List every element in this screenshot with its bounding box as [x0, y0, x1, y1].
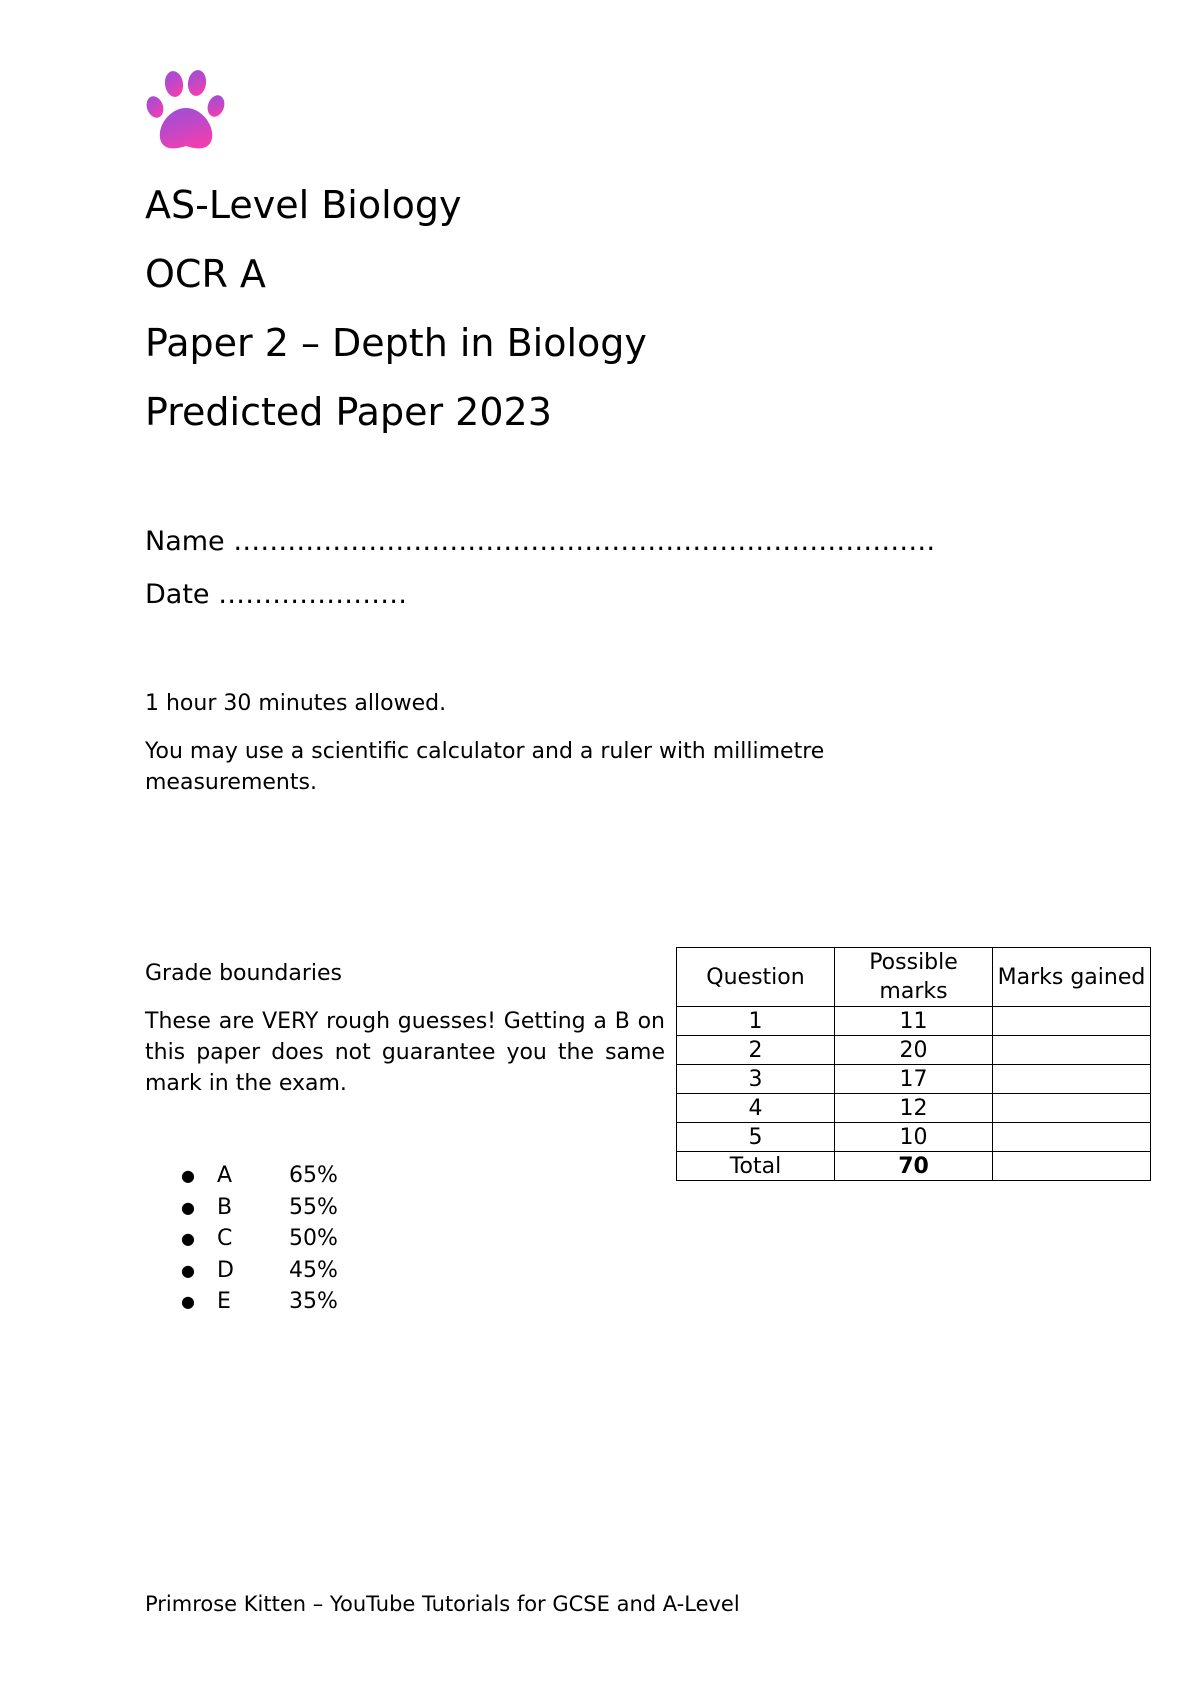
table-row	[677, 1094, 1151, 1123]
possible-marks: 20	[835, 1036, 993, 1065]
table-row	[677, 1007, 1151, 1036]
paw-print-icon	[146, 68, 226, 154]
grade-percent: 50%	[289, 1226, 338, 1251]
grade-letter: E	[217, 1289, 231, 1314]
marks-gained	[993, 1094, 1151, 1123]
possible-marks: 12	[835, 1094, 993, 1123]
marks-gained	[993, 1065, 1151, 1094]
grade-letter: B	[217, 1194, 233, 1220]
time-allowed: 1 hour 30 minutes allowed.	[145, 691, 447, 716]
total-label: Total	[677, 1152, 835, 1181]
total-possible-marks: 70	[835, 1152, 993, 1181]
title-predicted: Predicted Paper 2023	[145, 390, 552, 434]
name-field: Name ……………………………………………………………………	[145, 526, 936, 557]
grade-item: ● A 65%	[145, 1160, 338, 1192]
grade-boundaries-heading: Grade boundaries	[145, 961, 342, 986]
header-possible-marks: Possible marks	[835, 948, 993, 1007]
marks-gained	[993, 1123, 1151, 1152]
grade-item: ● C 50%	[145, 1223, 338, 1255]
grade-letter: A	[217, 1163, 233, 1188]
title-board: OCR A	[145, 252, 266, 296]
grade-item: ● B 55%	[145, 1192, 338, 1224]
marks-gained	[993, 1036, 1151, 1065]
equipment-note: You may use a scientific calculator and a ruler with millimetre measurements.	[145, 739, 825, 795]
question-number: 4	[677, 1094, 835, 1123]
grade-percent: 65%	[289, 1163, 338, 1188]
table-header-row	[677, 948, 1151, 1007]
table-row	[677, 1065, 1151, 1094]
grade-boundaries-note: These are VERY rough guesses! Getting a B on this paper does not guarantee you the same mark in the exam.	[145, 1009, 665, 1096]
title-paper: Paper 2 – Depth in Biology	[145, 321, 647, 365]
header-question: Question	[677, 948, 835, 1007]
grade-item: ● E 35%	[145, 1286, 338, 1318]
paw-toe-3	[186, 69, 207, 97]
question-number: 5	[677, 1123, 835, 1152]
total-marks-gained	[993, 1152, 1151, 1181]
grade-letter: D	[217, 1257, 234, 1283]
possible-marks: 11	[835, 1007, 993, 1036]
table-row	[677, 1123, 1151, 1152]
grade-percent: 45%	[289, 1257, 338, 1283]
question-number: 3	[677, 1065, 835, 1094]
paw-pad	[160, 108, 212, 148]
question-number: 2	[677, 1036, 835, 1065]
marks-table	[676, 947, 1151, 1181]
date-field: Date …………………	[145, 579, 408, 610]
grade-item: ● D 45%	[145, 1255, 338, 1287]
paw-toe-2	[163, 70, 184, 98]
header-marks-gained: Marks gained	[993, 948, 1151, 1007]
possible-marks: 17	[835, 1065, 993, 1094]
table-row	[677, 1036, 1151, 1065]
paw-toe-4	[205, 93, 226, 119]
possible-marks: 10	[835, 1123, 993, 1152]
question-number: 1	[677, 1007, 835, 1036]
title-subject: AS-Level Biology	[145, 183, 462, 227]
grade-percent: 35%	[289, 1289, 338, 1314]
marks-gained	[993, 1007, 1151, 1036]
paw-toe-1	[146, 94, 166, 120]
grade-percent: 55%	[289, 1194, 338, 1220]
table-total-row	[677, 1152, 1151, 1181]
footer-credit: Primrose Kitten – YouTube Tutorials for GCSE and A-Level	[145, 1592, 740, 1616]
grade-boundaries-list	[145, 1160, 338, 1318]
grade-letter: C	[217, 1226, 233, 1251]
